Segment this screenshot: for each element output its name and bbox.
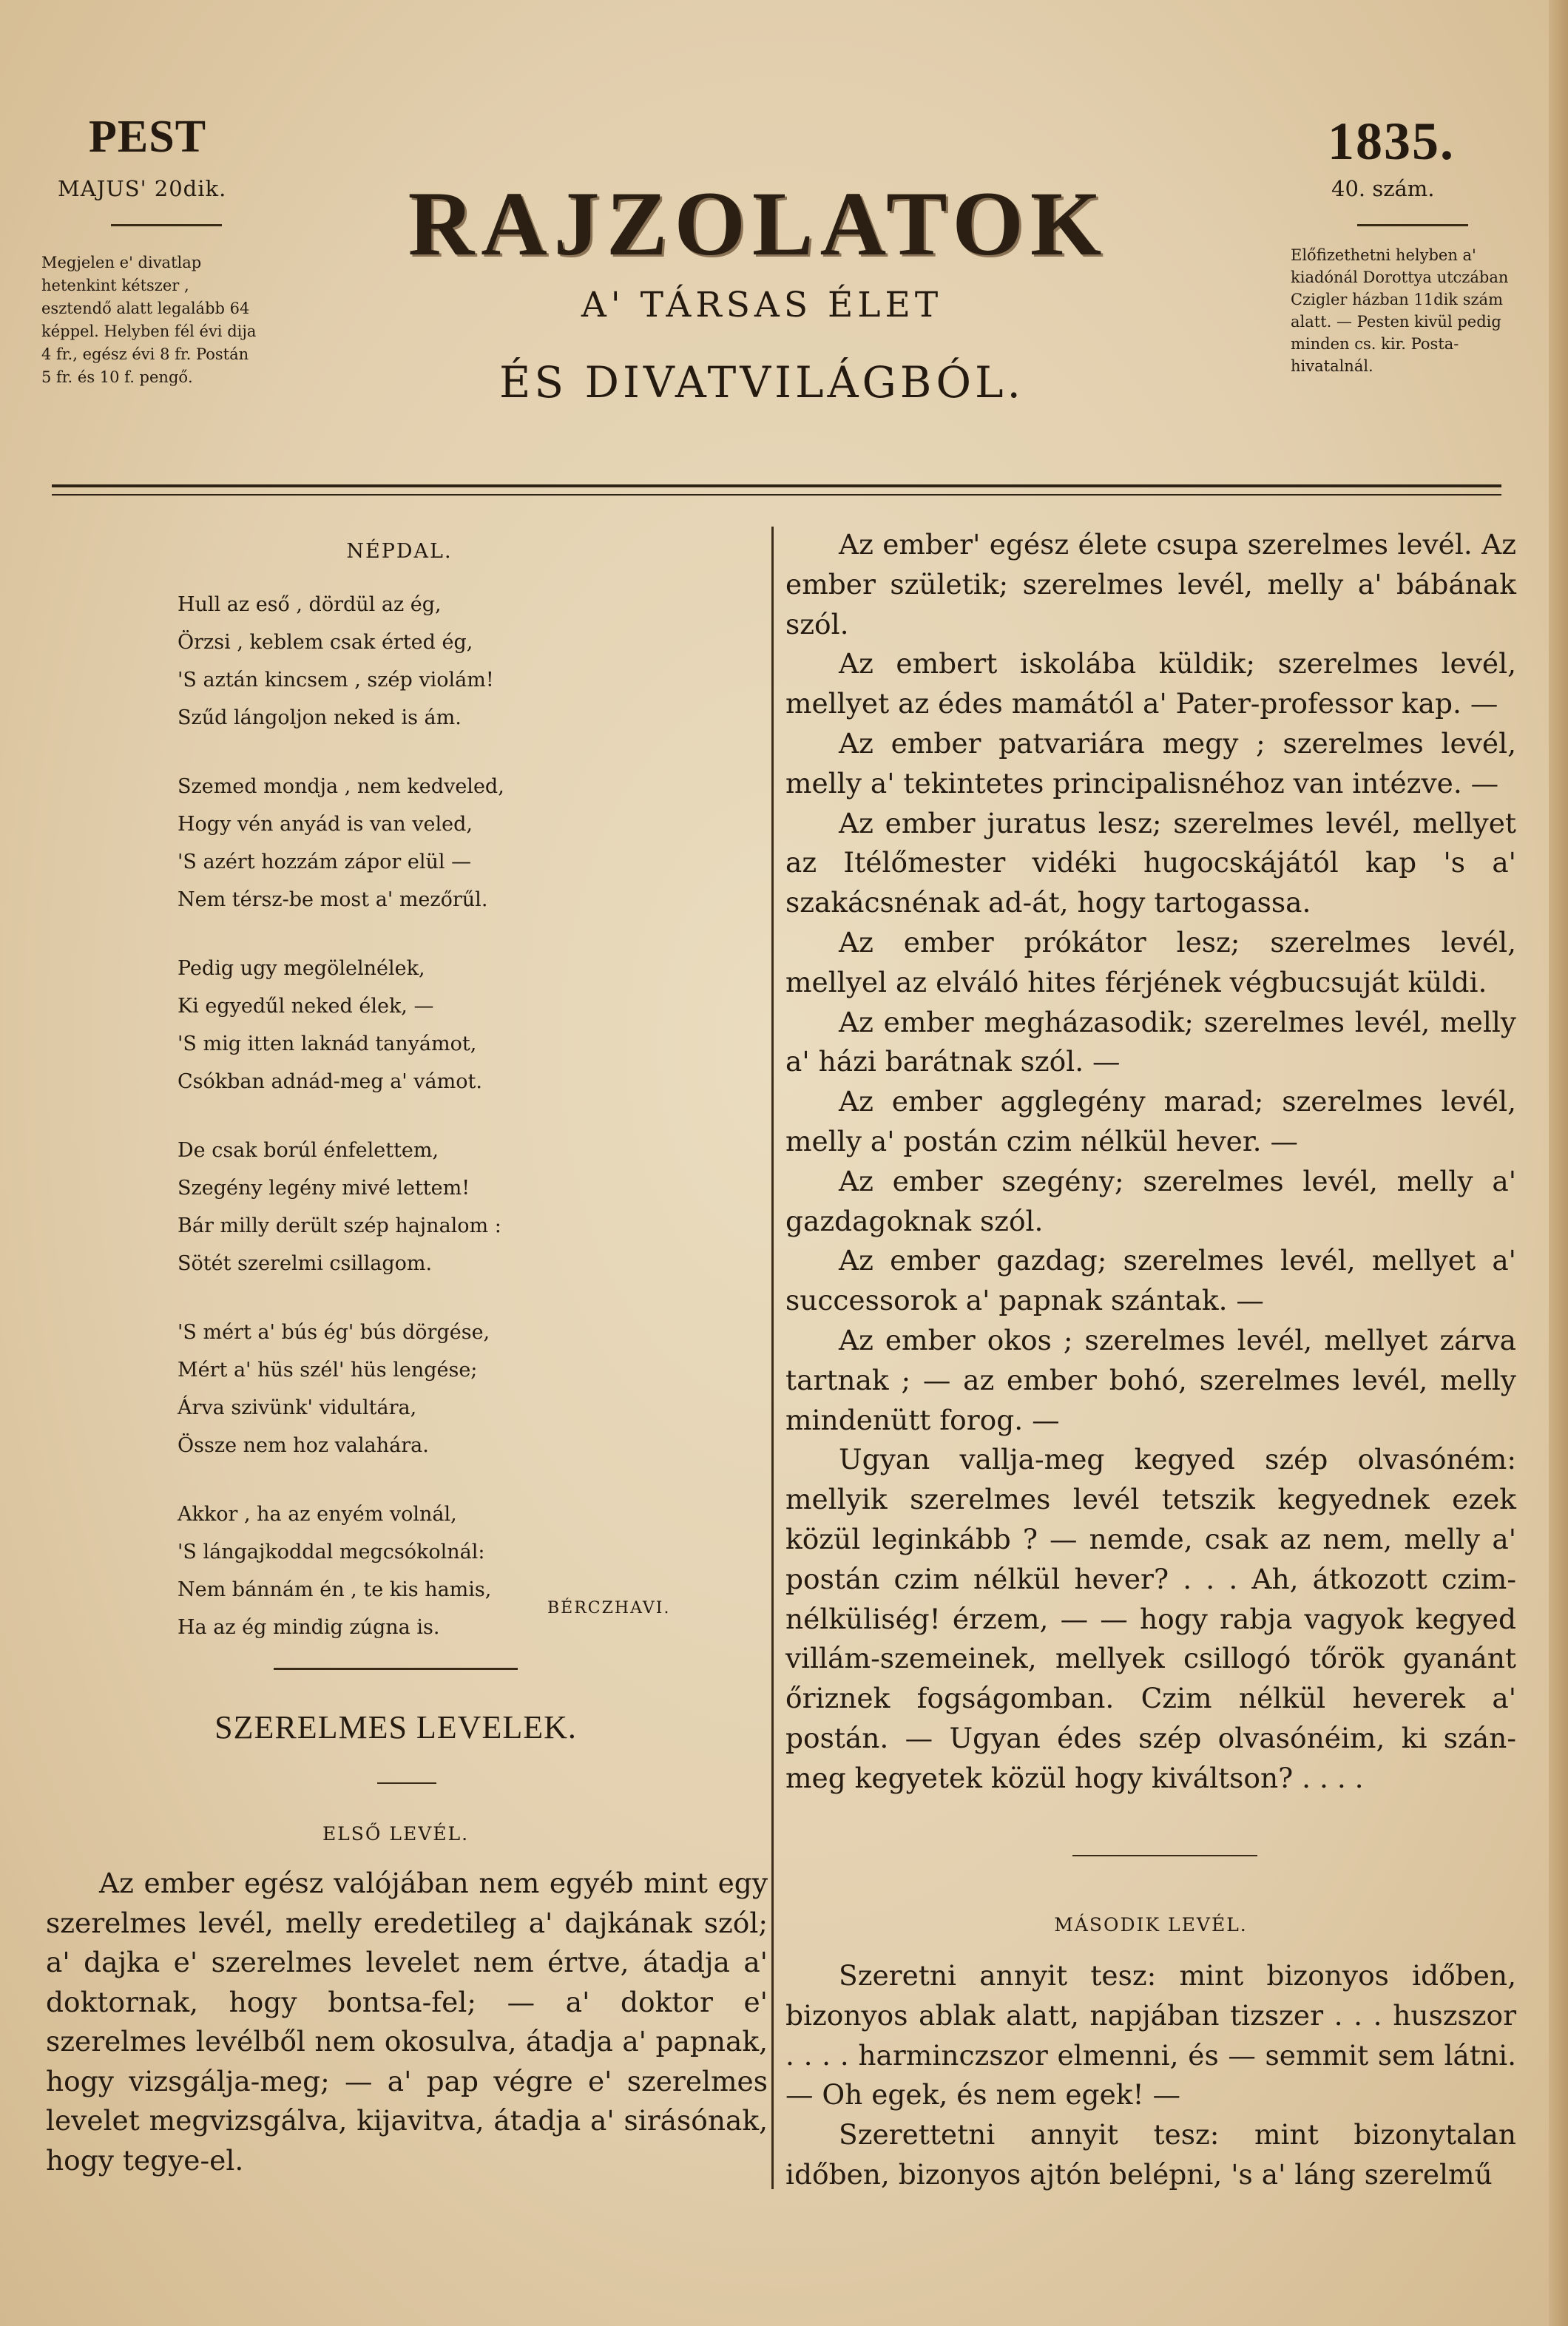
poem-line: Csókban adnád-meg a' vámot. <box>178 1070 482 1093</box>
poem-stanza <box>178 950 740 1101</box>
poem-line: Ha az ég mindig zúgna is. <box>178 1616 440 1639</box>
paragraph: Az ember juratus lesz; szerelmes levél, mellyet az Itélőmester vidéki hugocskájától kap 's a' szakácsnénak ad-át, hogy tartogassa. <box>785 806 1516 919</box>
paragraph: Az ember gazdag; szerelmes levél, mellyet a' successorok a' papnak szántak. — <box>785 1244 1516 1317</box>
city-label: PEST <box>89 112 207 162</box>
paragraph: Ugyan vallja-meg kegyed szép olvasóném: mellyik szerelmes levél tetszik kegyednek ezek közül leginkább ? — nemde, csak az nem, melly a' postán czim nélkül hever? . . . Ah, átkozott czim-nélküliség! érzem, — — hogy rabja vagyok kegyed villám-szemeinek, mellyek csillogó tőrök gyanánt őriznek fogságomban. Czim nélkül heverek a' postán. — Ugyan édes szép olvasónéim, ki szán-meg kegyetek közül hogy kiváltson? . . . . <box>785 1443 1516 1794</box>
poem-body <box>178 586 740 1677</box>
divider <box>1357 224 1468 226</box>
article-title: SZERELMES LEVELEK. <box>214 1709 577 1745</box>
poem-line: Árva szivünk' vidultára, <box>178 1396 417 1419</box>
issue-date: MAJUS' 20dik. <box>58 176 227 201</box>
poem-line: Hogy vén anyád is van veled, <box>178 813 473 836</box>
paragraph: Az ember prókátor lesz; szerelmes levél, mellyel az elváló hites férjének végbucsuját küldi. <box>785 925 1516 998</box>
poem-line: Nem térsz-be most a' mezőrűl. <box>178 888 488 911</box>
title-underline <box>377 1782 436 1784</box>
second-letter-text <box>785 1956 1516 2195</box>
poem-stanza <box>178 1132 740 1282</box>
masthead-subtitle-1: A' TÁRSAS ÉLET <box>581 285 943 325</box>
poem-line: Bár milly derült szép hajnalom : <box>178 1214 501 1237</box>
poem-line: Szemed mondja , nem kedveled, <box>178 775 504 798</box>
paragraph: Az ember megházasodik; szerelmes levél, melly a' házi barátnak szól. — <box>785 1005 1516 1078</box>
poem-line: 'S mig itten laknád tanyámot, <box>178 1032 477 1055</box>
poem-line: 'S lángajkoddal megcsókolnál: <box>178 1541 485 1563</box>
poem-author: BÉRCZHAVI. <box>547 1599 671 1617</box>
subscription-note-left: Megjelen e' divatlap hetenkint kétszer , esztendő alatt legalább 64 képpel. Helyben fél évi dija 4 fr., egész évi 8 fr. Postán 5 fr. és 10 f. pengő. <box>41 254 257 386</box>
paragraph: Az embert iskolába küldik; szerelmes levél, mellyet az édes mamától a' Pater-professor kap. — <box>785 647 1516 720</box>
poem-stanza <box>178 586 740 737</box>
poem-line: Szűd lángoljon neked is ám. <box>178 706 462 729</box>
masthead-subtitle-2: ÉS DIVATVILÁGBÓL. <box>499 357 1024 408</box>
poem-stanza <box>178 768 740 919</box>
masthead-rule-thin <box>52 494 1501 496</box>
year-label: 1835. <box>1328 112 1455 171</box>
first-letter-continuation <box>785 525 1516 1799</box>
masthead-title: RAJZOLATOK <box>408 173 1109 274</box>
poem-line: Pedig ugy megölelnélek, <box>178 957 425 980</box>
poem-line: 'S azért hozzám zápor elül — <box>178 851 472 873</box>
poem-stanza <box>178 1495 740 1646</box>
first-letter-title: ELSŐ LEVÉL. <box>322 1823 470 1845</box>
poem-line: Akkor , ha az enyém volnál, <box>178 1503 457 1526</box>
paragraph: Az ember' egész élete csupa szerelmes levél. Az ember születik; szerelmes levél, melly a' bábának szól. <box>785 528 1516 640</box>
paragraph: Az ember egész valójában nem egyéb mint egy szerelmes levél, melly eredetileg a' dajkának szól; a' dajka e' szerelmes levelet nem értve, átadja a' doktornak, hogy bontsa-fel; — a' doktor e' szerelmes levélből nem okosulva, átadja a' papnak, hogy vizsgálja-meg; — a' pap végre e' szerelmes levelet megvizsgálva, kijavitva, átadja a' sirásónak, hogy tegye-el. <box>46 1867 768 2177</box>
section-divider <box>1072 1855 1257 1856</box>
section-divider <box>274 1668 518 1670</box>
masthead-rule-thick <box>52 484 1501 487</box>
poem-line: Örzsi , keblem csak érted ég, <box>178 631 473 654</box>
poem-line: Mért a' hüs szél' hüs lengése; <box>178 1359 478 1382</box>
poem-line: De csak borúl énfelettem, <box>178 1139 439 1162</box>
paragraph: Az ember szegény; szerelmes levél, melly a' gazdagoknak szól. <box>785 1164 1516 1237</box>
poem-stanza <box>178 1314 740 1464</box>
poem-title: NÉPDAL. <box>346 540 453 563</box>
poem-line: 'S aztán kincsem , szép violám! <box>178 669 494 692</box>
subscription-note-right: Előfizethetni helyben a' kiadónál Dorottya utczában Czigler házban 11dik szám alatt. — Pesten kivül pedig minden cs. kir. Posta-hivatalnál. <box>1291 246 1509 375</box>
paragraph: Az ember patvariára megy ; szerelmes levél, melly a' tekintetes principalisnéhoz van intézve. — <box>785 726 1516 799</box>
poem-line: Nem bánnám én , te kis hamis, <box>178 1578 492 1601</box>
poem-line: Szegény legény mivé lettem! <box>178 1177 470 1200</box>
paragraph: Szeretni annyit tesz: mint bizonyos időben, bizonyos ablak alatt, napjában tizszer . . . huszszor . . . . harminczszor elmenni, és — semmit sem látni. — Oh egek, és nem egek! — <box>785 1959 1516 2112</box>
paragraph: Az ember agglegény marad; szerelmes levél, melly a' postán czim nélkül hever. — <box>785 1085 1516 1157</box>
poem-line: Össze nem hoz valahára. <box>178 1434 429 1457</box>
paragraph: Szerettetni annyit tesz: mint bizonytalan időben, bizonyos ajtón belépni, 's a' láng szerelmű <box>785 2118 1516 2191</box>
page-spine-edge <box>1549 0 1568 2326</box>
divider <box>111 224 222 226</box>
first-letter-text <box>46 1864 768 2180</box>
poem-line: Hull az eső , dördül az ég, <box>178 593 442 616</box>
second-letter-title: MÁSODIK LEVÉL. <box>1054 1914 1248 1935</box>
poem-line: 'S mért a' bús ég' bús dörgése, <box>178 1321 490 1344</box>
poem-line: Sötét szerelmi csillagom. <box>178 1252 433 1275</box>
column-separator <box>771 527 774 2189</box>
paragraph: Az ember okos ; szerelmes levél, mellyet zárva tartnak ; — az ember bohó, szerelmes levél, melly mindenütt forog. — <box>785 1323 1516 1436</box>
poem-line: Ki egyedűl neked élek, — <box>178 995 434 1018</box>
issue-number: 40. szám. <box>1331 176 1435 201</box>
